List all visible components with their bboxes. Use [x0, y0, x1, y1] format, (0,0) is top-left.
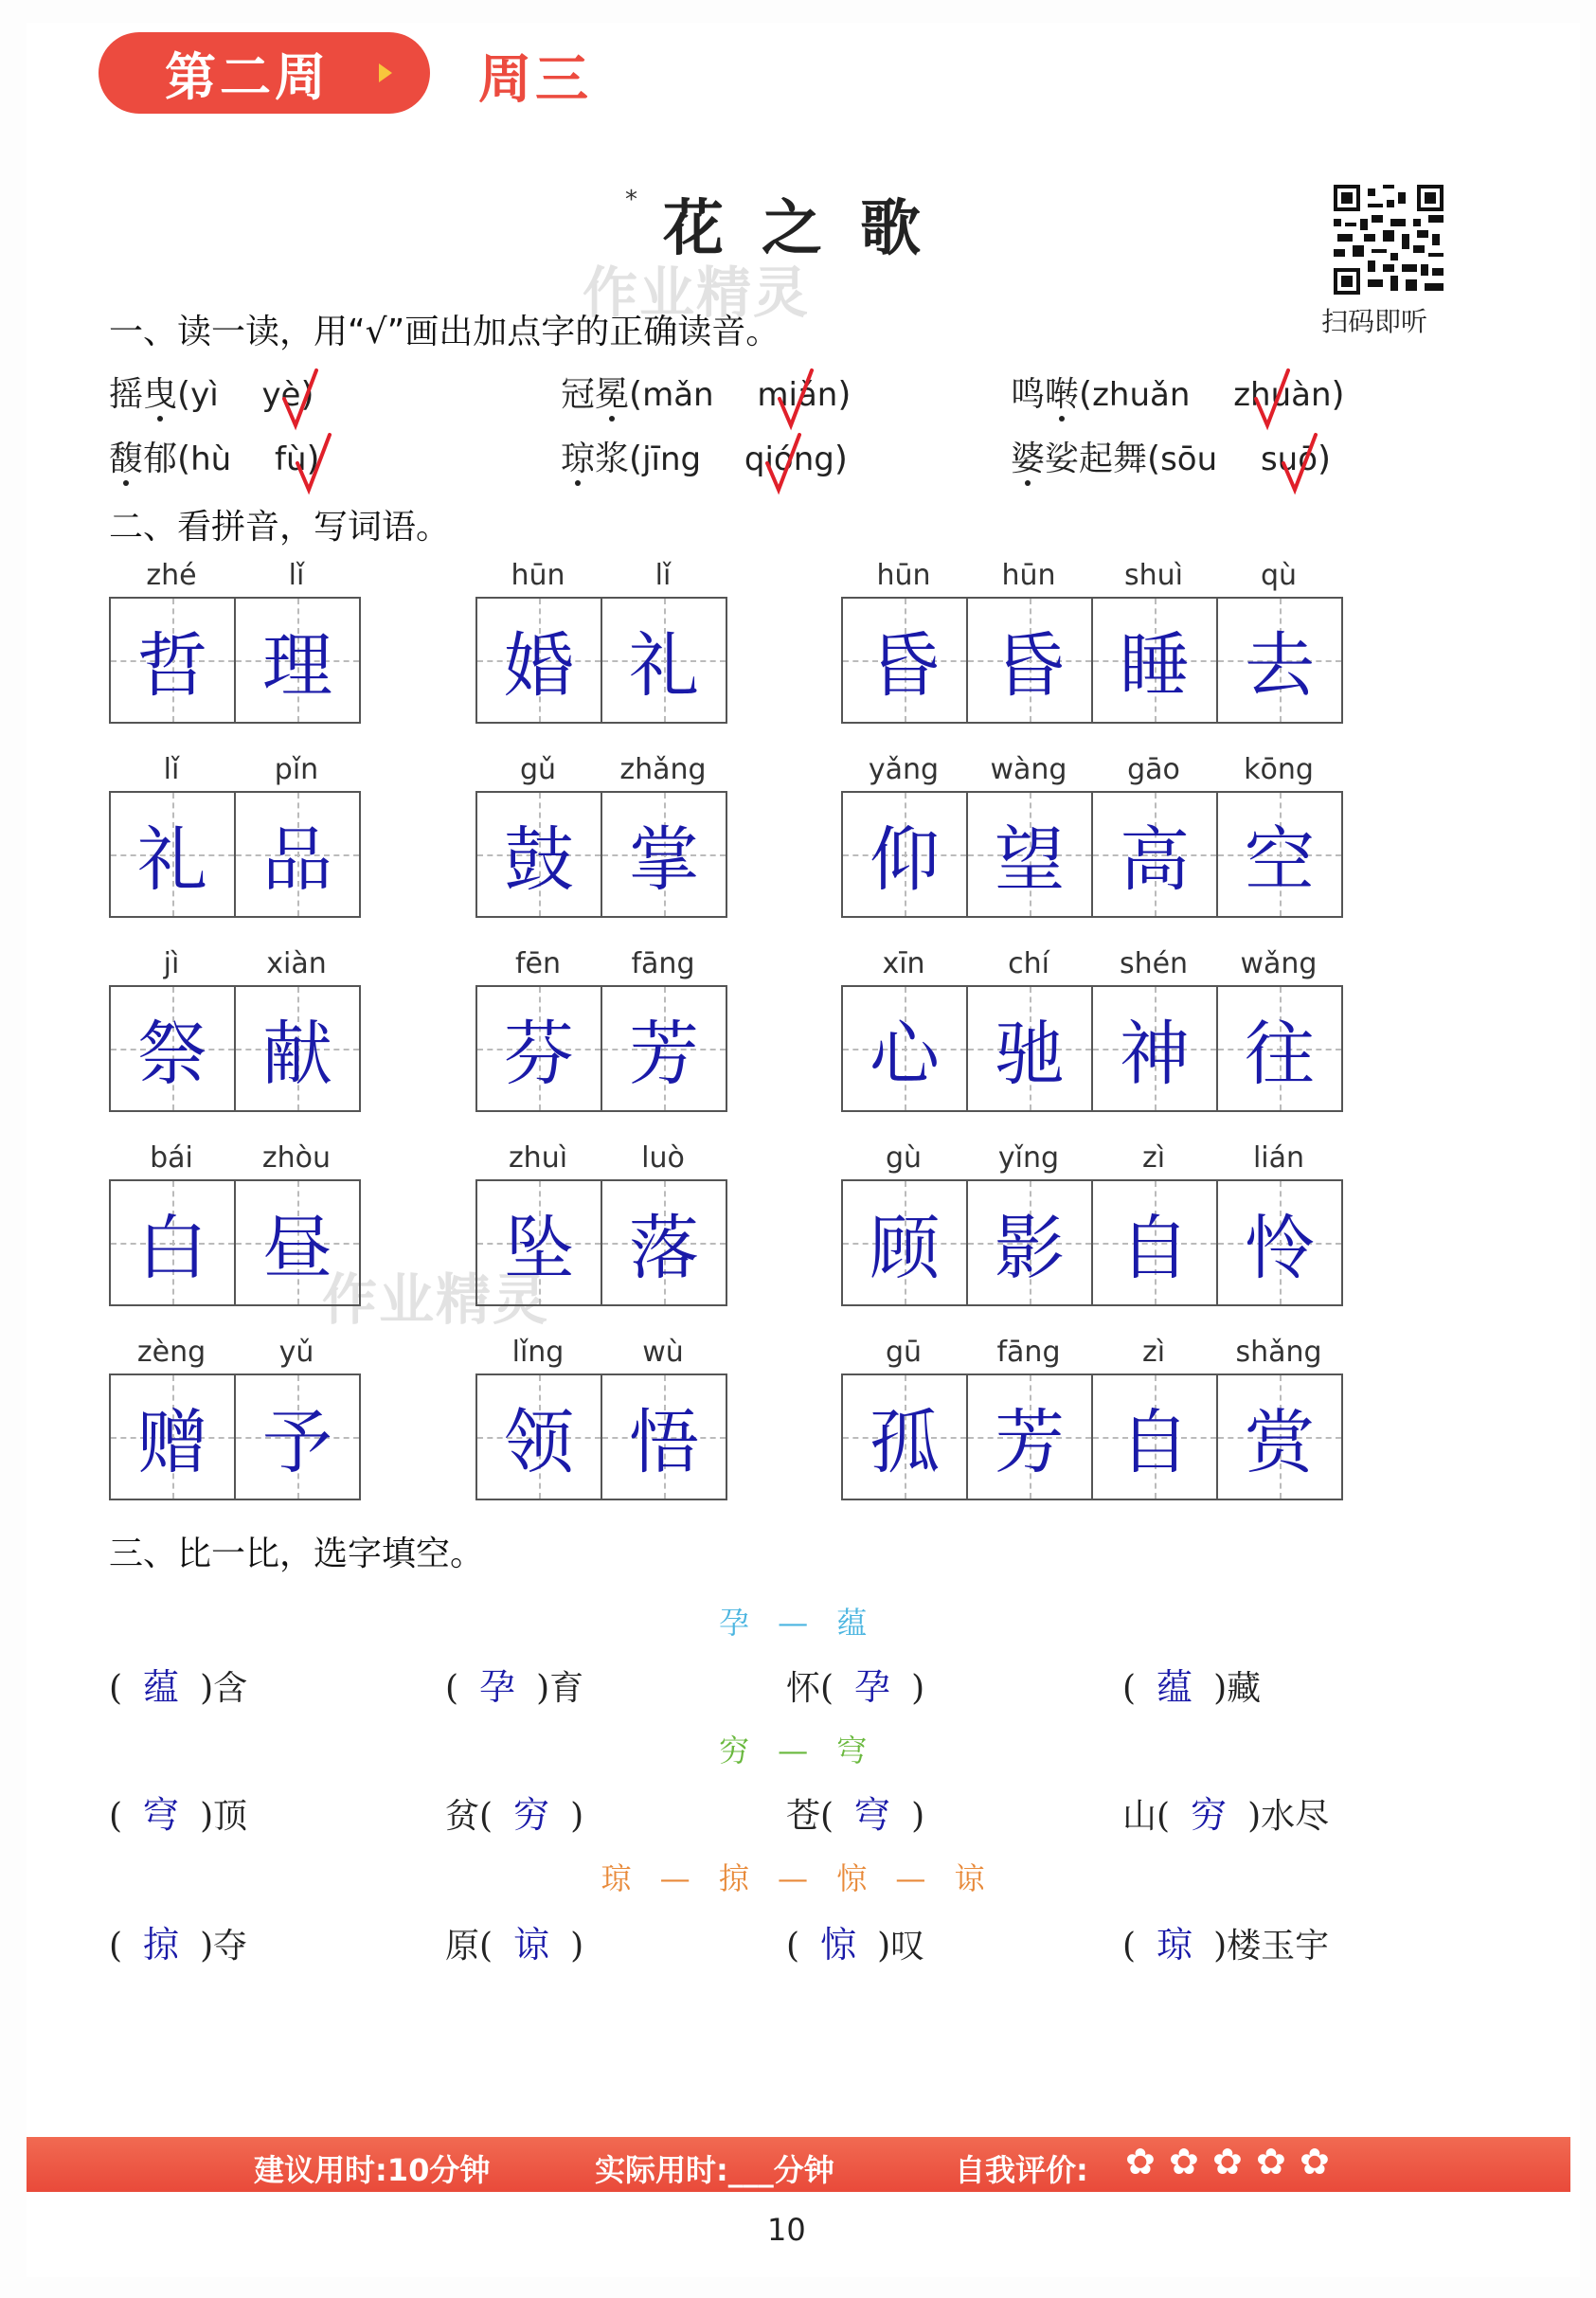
- tianzige-grid: [109, 1179, 361, 1306]
- answer-char: 影: [995, 1208, 1065, 1289]
- pinyin-label: lǐ: [288, 559, 305, 592]
- fill-answer[interactable]: 蕴: [1157, 1666, 1193, 1708]
- pinyin-label: yǐng: [997, 1141, 1060, 1175]
- pinyin-row: [841, 1336, 1343, 1373]
- reading-item: [109, 368, 314, 416]
- grid-cell[interactable]: [602, 793, 726, 916]
- gap: [219, 375, 262, 414]
- pinyin-label: jì: [163, 947, 180, 980]
- pinyin-label: fēn: [514, 947, 562, 980]
- check-mark-icon: [763, 431, 801, 497]
- pinyin-label: wù: [642, 1336, 684, 1369]
- answer-char: 祭: [137, 1014, 207, 1095]
- compare-title: 穷 — 穹: [719, 1732, 877, 1768]
- word-grid-group: [475, 559, 727, 724]
- pinyin-label: zhòu: [261, 1141, 332, 1175]
- section-3-heading: 三、比一比，选字填空。: [109, 1535, 485, 1573]
- word-grid-group: [841, 559, 1343, 724]
- pinyin-row: [475, 559, 727, 597]
- tianzige-grid: [841, 985, 1343, 1112]
- grid-cell[interactable]: [236, 1181, 359, 1304]
- answer-char: 去: [1245, 625, 1315, 707]
- fill-suffix: )藏: [1213, 1669, 1262, 1708]
- fill-prefix: (: [445, 1669, 459, 1708]
- fill-answer[interactable]: 惊: [820, 1924, 857, 1966]
- grid-cell[interactable]: [968, 987, 1093, 1110]
- answer-char: 自: [1120, 1208, 1190, 1289]
- word-grid-group: [841, 947, 1343, 1112]
- tianzige-grid: [841, 1179, 1343, 1306]
- fill-answer[interactable]: 穹: [143, 1794, 180, 1836]
- pinyin-row: [109, 1141, 361, 1179]
- flower-star-icon[interactable]: [1256, 2145, 1294, 2182]
- paren: ): [834, 440, 848, 478]
- pinyin-label: hūn: [876, 559, 931, 592]
- answer-char: 礼: [629, 625, 699, 707]
- word-grid-group: [841, 1141, 1343, 1306]
- grid-cell[interactable]: [602, 1375, 726, 1499]
- pinyin-row: [841, 1141, 1343, 1179]
- pinyin-option-b[interactable]: zhuàn: [1233, 376, 1331, 414]
- word-grid-group: [841, 1336, 1343, 1500]
- tianzige-grid: [475, 597, 727, 724]
- tianzige-grid: [475, 985, 727, 1112]
- self-eval-label: 自我评价:: [955, 2152, 1088, 2188]
- grid-cell[interactable]: [968, 1375, 1093, 1499]
- pinyin-label: fāng: [996, 1336, 1061, 1369]
- word-grid-group: [109, 947, 361, 1112]
- pinyin-label: shuì: [1124, 559, 1183, 592]
- pinyin-label: yǔ: [278, 1336, 314, 1369]
- paren: ): [1318, 440, 1332, 478]
- grid-cell[interactable]: [968, 1181, 1093, 1304]
- word-prefix: 摇: [109, 375, 144, 414]
- tianzige-grid: [475, 791, 727, 918]
- pinyin-label: yǎng: [868, 753, 940, 786]
- pinyin-label: bái: [150, 1141, 193, 1175]
- grid-cell[interactable]: [477, 1181, 602, 1304]
- pinyin-label: gǔ: [519, 753, 557, 786]
- tianzige-grid: [841, 791, 1343, 918]
- pinyin-label: hūn: [511, 559, 565, 592]
- fill-prefix: 原(: [445, 1927, 493, 1966]
- pinyin-row: [109, 947, 361, 985]
- flower-star-icon[interactable]: [1169, 2145, 1207, 2182]
- pinyin-label: wàng: [990, 753, 1067, 786]
- answer-char: 芬: [504, 1014, 574, 1095]
- grid-cell[interactable]: [236, 793, 359, 916]
- answer-char: 坠: [504, 1208, 574, 1289]
- section-1-heading: 一、读一读，用“√”画出加点字的正确读音。: [109, 313, 780, 351]
- gap: [1217, 440, 1261, 478]
- word-grid-group: [109, 753, 361, 918]
- pinyin-row: [475, 1141, 727, 1179]
- grid-cell[interactable]: [1218, 793, 1341, 916]
- answer-char: 理: [262, 625, 332, 707]
- fill-blank-item: [445, 1658, 583, 1710]
- pinyin-label: zì: [1141, 1336, 1166, 1369]
- fill-suffix: ): [570, 1927, 584, 1966]
- check-mark-icon: [1280, 431, 1318, 497]
- grid-cell[interactable]: [1218, 1375, 1341, 1499]
- paren: (: [1147, 440, 1161, 478]
- pinyin-label: zèng: [136, 1336, 206, 1369]
- fill-answer[interactable]: 孕: [479, 1666, 516, 1708]
- pinyin-label: chí: [1008, 947, 1049, 980]
- fill-blank-item: [109, 1786, 247, 1838]
- watermark: 作业精灵: [322, 1267, 550, 1332]
- pinyin-row: [109, 753, 361, 791]
- tianzige-grid: [109, 1373, 361, 1500]
- fill-suffix: ): [570, 1797, 584, 1836]
- answer-char: 芳: [995, 1402, 1065, 1483]
- arrow-icon: [379, 63, 392, 82]
- day-label: 周三: [478, 49, 592, 111]
- pinyin-label: gāo: [1127, 753, 1180, 786]
- pinyin-label: qù: [1260, 559, 1298, 592]
- flower-star-icon[interactable]: [1212, 2145, 1250, 2182]
- pinyin-label: gù: [885, 1141, 923, 1175]
- grid-cell[interactable]: [843, 1375, 968, 1499]
- gap: [231, 440, 275, 478]
- dotted-char: 冕: [595, 375, 630, 414]
- tianzige-grid: [475, 1373, 727, 1500]
- pinyin-label: xīn: [882, 947, 925, 980]
- pinyin-label: shǎng: [1235, 1336, 1322, 1369]
- fill-answer[interactable]: 掠: [143, 1924, 180, 1966]
- answer-char: 神: [1120, 1014, 1190, 1095]
- fill-blank-item: [445, 1786, 583, 1838]
- dotted-char: 婆: [1011, 440, 1046, 478]
- pinyin-label: gū: [885, 1336, 923, 1369]
- footer-bar: [27, 2137, 1570, 2192]
- pinyin-label: hūn: [1001, 559, 1056, 592]
- word-grid-group: [109, 559, 361, 724]
- answer-char: 自: [1120, 1402, 1190, 1483]
- fill-prefix: 苍(: [786, 1797, 834, 1836]
- paren: (: [177, 375, 191, 414]
- grid-cell[interactable]: [843, 599, 968, 722]
- grid-cell[interactable]: [1093, 1375, 1218, 1499]
- grid-cell[interactable]: [602, 987, 726, 1110]
- grid-cell[interactable]: [602, 599, 726, 722]
- fill-suffix: )叹: [877, 1927, 925, 1966]
- fill-blank-item: [445, 1915, 583, 1967]
- grid-cell[interactable]: [843, 987, 968, 1110]
- fill-answer[interactable]: 琼: [1157, 1924, 1193, 1966]
- fill-blank-item: [1122, 1915, 1329, 1967]
- answer-char: 品: [262, 819, 332, 901]
- word-prefix: 鸣: [1011, 375, 1046, 414]
- answer-char: 望: [995, 819, 1065, 901]
- pinyin-option-a[interactable]: sōu: [1160, 440, 1218, 478]
- answer-char: 芳: [629, 1014, 699, 1095]
- fill-answer[interactable]: 孕: [854, 1666, 891, 1708]
- fill-answer[interactable]: 穷: [1191, 1794, 1228, 1836]
- fill-blank-item: [1122, 1786, 1329, 1838]
- answer-char: 昏: [870, 625, 940, 707]
- fill-suffix: )楼玉宇: [1213, 1927, 1330, 1966]
- answer-char: 孤: [870, 1402, 940, 1483]
- answer-char: 领: [504, 1402, 574, 1483]
- pinyin-label: wǎng: [1240, 947, 1318, 980]
- fill-prefix: 贫(: [445, 1797, 493, 1836]
- answer-char: 昏: [995, 625, 1065, 707]
- word-suffix: 郁: [143, 440, 178, 478]
- pinyin-row: [475, 753, 727, 791]
- dotted-char: 馥: [109, 440, 144, 478]
- grid-cell[interactable]: [111, 599, 236, 722]
- pinyin-row: [475, 1336, 727, 1373]
- answer-char: 礼: [137, 819, 207, 901]
- grid-cell[interactable]: [843, 1181, 968, 1304]
- reading-item: [109, 432, 320, 480]
- answer-char: 怜: [1245, 1208, 1315, 1289]
- word-grid-group: [475, 753, 727, 918]
- pinyin-option-b[interactable]: yè: [261, 376, 300, 414]
- answer-char: 悟: [629, 1402, 699, 1483]
- title-star: *: [625, 186, 637, 214]
- grid-cell[interactable]: [843, 793, 968, 916]
- fill-prefix: (: [786, 1927, 800, 1966]
- pinyin-label: xiàn: [266, 947, 327, 980]
- grid-cell[interactable]: [1093, 599, 1218, 722]
- grid-cell[interactable]: [111, 1181, 236, 1304]
- gap: [701, 440, 744, 478]
- answer-char: 掌: [629, 819, 699, 901]
- word-grid-group: [109, 1141, 361, 1306]
- pinyin-option-b[interactable]: miǎn: [757, 376, 837, 414]
- pinyin-option-a[interactable]: mǎn: [642, 376, 714, 414]
- pinyin-label: zì: [1141, 1141, 1166, 1175]
- fill-blank-item: [786, 1786, 924, 1838]
- word-grid-group: [109, 1336, 361, 1500]
- fill-blank-item: [109, 1658, 247, 1710]
- grid-cell[interactable]: [111, 793, 236, 916]
- check-mark-icon: [294, 431, 332, 497]
- pinyin-option-a[interactable]: zhuǎn: [1092, 376, 1191, 414]
- fill-answer[interactable]: 穹: [854, 1794, 891, 1836]
- word-grid-group: [475, 947, 727, 1112]
- tianzige-grid: [841, 1373, 1343, 1500]
- answer-char: 往: [1245, 1014, 1315, 1095]
- fill-suffix: )顶: [200, 1797, 248, 1836]
- grid-cell[interactable]: [477, 1375, 602, 1499]
- grid-cell[interactable]: [1093, 987, 1218, 1110]
- dotted-char: 琼: [561, 440, 596, 478]
- paren: (: [629, 375, 643, 414]
- reading-item: [561, 432, 848, 480]
- answer-char: 哲: [137, 625, 207, 707]
- tianzige-grid: [841, 597, 1343, 724]
- fill-prefix: 怀(: [786, 1669, 834, 1708]
- paren: ): [300, 375, 314, 414]
- fill-blank-item: [1122, 1658, 1261, 1710]
- dotted-char: 曳: [143, 375, 178, 414]
- compare-title: 孕 — 蕴: [719, 1605, 877, 1641]
- answer-char: 空: [1245, 819, 1315, 901]
- dotted-char: 啭: [1045, 375, 1080, 414]
- pinyin-label: kōng: [1244, 753, 1314, 786]
- answer-char: 献: [262, 1014, 332, 1095]
- gap: [714, 375, 758, 414]
- answer-char: 落: [629, 1208, 699, 1289]
- rating-stars[interactable]: [1125, 2145, 1343, 2182]
- fill-prefix: (: [1122, 1927, 1137, 1966]
- pinyin-option-a[interactable]: hù: [190, 440, 232, 478]
- pinyin-row: [475, 947, 727, 985]
- fill-prefix: (: [109, 1797, 123, 1836]
- answer-char: 予: [262, 1402, 332, 1483]
- grid-cell[interactable]: [1218, 987, 1341, 1110]
- pinyin-row: [109, 559, 361, 597]
- pinyin-row: [109, 1336, 361, 1373]
- fill-suffix: ): [911, 1669, 925, 1708]
- title-text: 花之歌: [663, 193, 959, 264]
- pinyin-option-b[interactable]: fù: [275, 440, 307, 478]
- pinyin-label: lǐ: [163, 753, 180, 786]
- paren: ): [837, 375, 852, 414]
- pinyin-option-b[interactable]: qióng: [744, 440, 834, 478]
- week-label: 第二周: [165, 46, 330, 107]
- fill-answer[interactable]: 穷: [513, 1794, 550, 1836]
- reading-item: [1011, 368, 1345, 416]
- grid-cell[interactable]: [1218, 599, 1341, 722]
- tianzige-grid: [109, 791, 361, 918]
- check-mark-icon: [1252, 367, 1290, 433]
- fill-suffix: )夺: [200, 1927, 248, 1966]
- pinyin-label: zhé: [146, 559, 197, 592]
- watermark: 作业精灵: [583, 260, 811, 325]
- flower-star-icon[interactable]: [1125, 2145, 1163, 2182]
- word-grid-group: [475, 1336, 727, 1500]
- pinyin-option-a[interactable]: jīng: [642, 440, 702, 478]
- pinyin-option-a[interactable]: yì: [190, 376, 219, 414]
- pinyin-row: [841, 559, 1343, 597]
- fill-prefix: (: [1122, 1669, 1137, 1708]
- pinyin-label: lián: [1252, 1141, 1305, 1175]
- answer-char: 赏: [1245, 1402, 1315, 1483]
- grid-cell[interactable]: [1218, 1181, 1341, 1304]
- word-suffix: 娑起舞: [1045, 440, 1148, 478]
- qr-code-icon[interactable]: [1334, 185, 1444, 295]
- tianzige-grid: [109, 597, 361, 724]
- grid-cell[interactable]: [236, 599, 359, 722]
- fill-blank-item: [109, 1915, 247, 1967]
- pinyin-label: shén: [1119, 947, 1189, 980]
- answer-char: 顾: [870, 1208, 940, 1289]
- answer-char: 高: [1120, 819, 1190, 901]
- week-badge: [99, 32, 430, 114]
- pinyin-row: [841, 947, 1343, 985]
- fill-suffix: )水尽: [1247, 1797, 1330, 1836]
- paren: (: [177, 440, 191, 478]
- grid-cell[interactable]: [477, 793, 602, 916]
- word-prefix: 冠: [561, 375, 596, 414]
- grid-cell[interactable]: [477, 987, 602, 1110]
- grid-cell[interactable]: [111, 1375, 236, 1499]
- section-2-heading: 二、看拼音，写词语。: [109, 508, 451, 547]
- answer-char: 赠: [137, 1402, 207, 1483]
- pinyin-label: pǐn: [274, 753, 319, 786]
- fill-prefix: (: [109, 1669, 123, 1708]
- fill-answer[interactable]: 谅: [513, 1924, 550, 1966]
- check-mark-icon: [280, 367, 318, 433]
- answer-char: 鼓: [504, 819, 574, 901]
- answer-char: 驰: [995, 1014, 1065, 1095]
- pinyin-label: lǐ: [655, 559, 672, 592]
- paren: (: [629, 440, 643, 478]
- pinyin-label: zhuì: [508, 1141, 568, 1175]
- grid-cell[interactable]: [477, 599, 602, 722]
- check-mark-icon: [776, 367, 814, 433]
- grid-cell[interactable]: [968, 793, 1093, 916]
- reading-item: [561, 368, 851, 416]
- fill-suffix: )含: [200, 1669, 248, 1708]
- grid-cell[interactable]: [602, 1181, 726, 1304]
- pinyin-label: fāng: [631, 947, 695, 980]
- pinyin-label: zhǎng: [619, 753, 707, 786]
- fill-blank-item: [786, 1658, 924, 1710]
- paren: (: [1079, 375, 1093, 414]
- fill-blank-item: [786, 1915, 924, 1967]
- grid-cell[interactable]: [1093, 793, 1218, 916]
- qr-label: 扫码即听: [1321, 306, 1428, 337]
- tianzige-grid: [475, 1179, 727, 1306]
- grid-cell[interactable]: [236, 1375, 359, 1499]
- fill-suffix: ): [911, 1797, 925, 1836]
- fill-answer[interactable]: 蕴: [143, 1666, 180, 1708]
- answer-char: 昼: [262, 1208, 332, 1289]
- gap: [1190, 375, 1233, 414]
- page-number: 10: [767, 2212, 806, 2248]
- answer-char: 仰: [870, 819, 940, 901]
- fill-prefix: 山(: [1122, 1797, 1171, 1836]
- grid-cell[interactable]: [111, 987, 236, 1110]
- compare-title: 琼 — 掠 — 惊 — 谅: [601, 1860, 995, 1896]
- grid-cell[interactable]: [236, 987, 359, 1110]
- fill-suffix: )育: [536, 1669, 584, 1708]
- word-suffix: 浆: [595, 440, 630, 478]
- actual-time: 实际用时:___分钟: [595, 2152, 834, 2188]
- pinyin-option-b[interactable]: suō: [1261, 440, 1318, 478]
- pinyin-label: lǐng: [511, 1336, 565, 1369]
- fill-prefix: (: [109, 1927, 123, 1966]
- suggested-time: 建议用时:10分钟: [254, 2152, 491, 2188]
- word-grid-group: [475, 1141, 727, 1306]
- answer-char: 心: [870, 1014, 940, 1095]
- grid-cell[interactable]: [968, 599, 1093, 722]
- answer-char: 睡: [1120, 625, 1190, 707]
- word-grid-group: [841, 753, 1343, 918]
- paren: ): [1331, 375, 1345, 414]
- answer-char: 白: [137, 1208, 207, 1289]
- tianzige-grid: [109, 985, 361, 1112]
- flower-star-icon[interactable]: [1300, 2145, 1337, 2182]
- pinyin-label: luò: [641, 1141, 685, 1175]
- reading-item: [1011, 432, 1331, 480]
- pinyin-row: [841, 753, 1343, 791]
- paren: ): [306, 440, 320, 478]
- answer-char: 婚: [504, 625, 574, 707]
- grid-cell[interactable]: [1093, 1181, 1218, 1304]
